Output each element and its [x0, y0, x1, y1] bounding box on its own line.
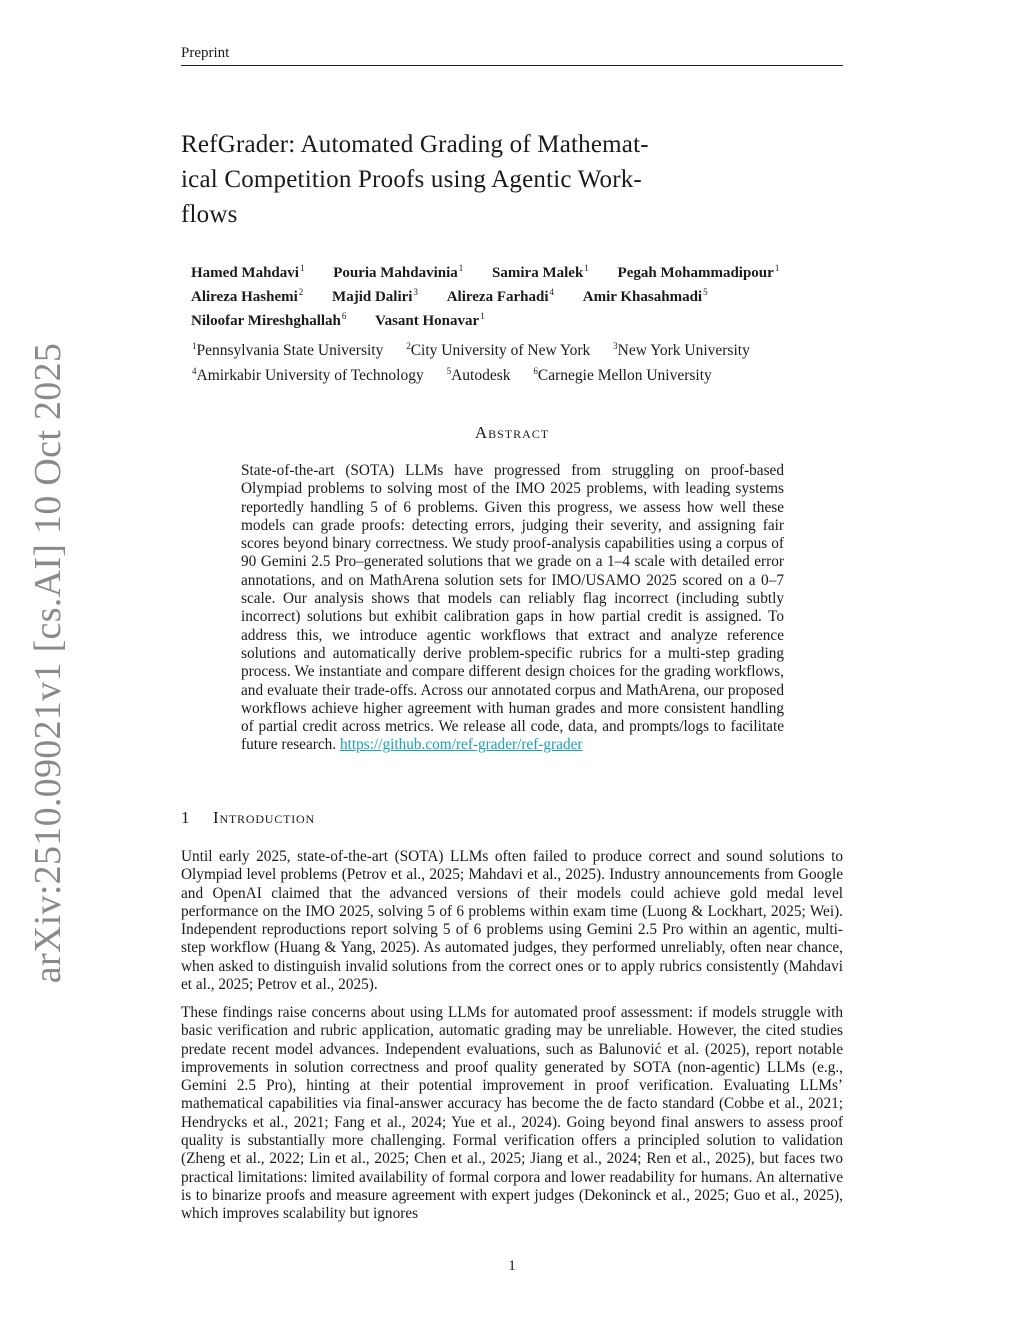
- affiliation-row: [191, 361, 768, 386]
- affiliation: $^6$Carnegie Mellon University: [533, 366, 712, 384]
- author: Pegah Mohammadipour$^1$: [617, 263, 780, 281]
- header-rule: [181, 65, 843, 66]
- paragraph: Until early 2025, state-of-the-art (SOTA) LLMs often failed to produce correct and sound solutions to Olympiad level problems (Petrov et al., 2025; Mahdavi et al., 2025). Industry announcements from Google and OpenAI claimed that the advanced versions of their models could achieve gold medal level performance on the IMO 2025, solving 5 of 6 problems within exam time (Luong & Lockhart, 2025; Wei). Independent reproductions report solving 5 of 6 problems using Gemini 2.5 Pro within an agentic, multi-step workflow (Huang & Yang, 2025). As automated judges, they performed unreliably, often near chance, when asked to distinguish invalid solutions from the correct ones or to apply rubrics consistently (Mahdavi et al., 2025; Petrov et al., 2025).: [181, 848, 843, 994]
- affiliation: $^2$City University of New York: [406, 341, 591, 359]
- paper-title: [181, 127, 849, 232]
- author: Samira Malek$^1$: [492, 263, 589, 281]
- section-heading: [181, 808, 315, 828]
- author: Majid Daliri$^3$: [332, 287, 418, 305]
- author: Pouria Mahdavinia$^1$: [333, 263, 464, 281]
- affiliation: $^1$Pennsylvania State University: [192, 341, 384, 359]
- affiliation-list: [191, 336, 768, 386]
- abstract-text: State-of-the-art (SOTA) LLMs have progressed from struggling on proof-based Olympiad problems to solving most of the IMO 2025 problems, with leading systems reportedly handling 5 of 6 problems. Given this progress, we assess how well these models can grade proofs: detecting errors, judging their severity, and assigning fair scores beyond binary correctness. We study proof-analysis capabilities using a corpus of 90 Gemini 2.5 Pro–generated solutions that we grade on a 1–4 scale with detailed error annotations, and on MathArena solution sets for IMO/USAMO 2025 scored on a 0–7 scale. Our analysis shows that models can reliably flag incorrect (including subtly incorrect) solutions but exhibit calibration gaps in how partial credit is assigned. To address this, we introduce agentic workflows that extract and analyze reference solutions and automatically derive problem-specific rubrics for a multi-step grading process. We instantiate and compare different design choices for the grading workflows, and evaluate their trade-offs. Across our annotated corpus and MathArena, our proposed workflows achieve higher agreement with human grades and more consistent handling of partial credit across metrics. We release all code, data, and prompts/logs to facilitate future research.: [241, 462, 784, 754]
- author-row: [191, 307, 804, 331]
- affiliation: $^5$Autodesk: [446, 366, 511, 384]
- author: Alireza Farhadi$^4$: [446, 287, 554, 305]
- author-list: [191, 259, 804, 331]
- author: Vasant Honavar$^1$: [375, 311, 485, 329]
- affiliation: $^4$Amirkabir University of Technology: [192, 366, 424, 384]
- title-line: ical Competition Proofs using Agentic Work-: [181, 166, 642, 193]
- author: Niloofar Mireshghallah$^6$: [191, 311, 347, 329]
- section-title: Introduction: [213, 808, 315, 827]
- page-number: 1: [508, 1258, 516, 1274]
- author-row: [191, 283, 804, 307]
- author: Alireza Hashemi$^2$: [191, 287, 304, 305]
- title-line: flows: [181, 201, 238, 228]
- arxiv-stamp: arXiv:2510.09021v1 [cs.AI] 10 Oct 2025: [27, 342, 69, 984]
- affiliation: $^3$New York University: [613, 341, 750, 359]
- github-link[interactable]: https://github.com/ref-grader/ref-grader: [339, 736, 583, 754]
- affiliation-row: [191, 336, 768, 361]
- running-header: Preprint: [181, 45, 230, 61]
- paragraph: These findings raise concerns about using LLMs for automated proof assessment: if models struggle with basic verification and rubric application, automatic grading may be unreliable. However, the cited studies predate recent model advances. Independent evaluations, such as Balunović et al. (2025), report notable improvements in solution correctness and proof quality generated by SOTA (non-agentic) LLMs (e.g., Gemini 2.5 Pro), hinting at their potential improvement in proof verification. Evaluating LLMs’ mathematical capabilities via final-answer accuracy has become the de facto standard (Cobbe et al., 2021; Hendrycks et al., 2021; Fang et al., 2024; Yue et al., 2024). Going beyond final answers to assess proof quality is substantially more challenging. Formal verification offers a principled solution to validation (Zheng et al., 2022; Lin et al., 2025; Chen et al., 2025; Jiang et al., 2024; Ren et al., 2025), but faces two practical limitations: limited availability of formal corpora and lower readability for humans. An alternative is to binarize proofs and measure agreement with expert judges (Dekoninck et al., 2025; Guo et al., 2025), which improves scalability but ignores: [181, 1004, 843, 1223]
- section-number: 1: [181, 808, 191, 827]
- author: Hamed Mahdavi$^1$: [191, 263, 305, 281]
- abstract-body: [241, 462, 784, 755]
- title-line: RefGrader: Automated Grading of Mathemat-: [181, 131, 649, 158]
- author: Amir Khasahmadi$^5$: [582, 287, 708, 305]
- abstract-heading: Abstract: [474, 423, 550, 442]
- author-row: [191, 259, 804, 283]
